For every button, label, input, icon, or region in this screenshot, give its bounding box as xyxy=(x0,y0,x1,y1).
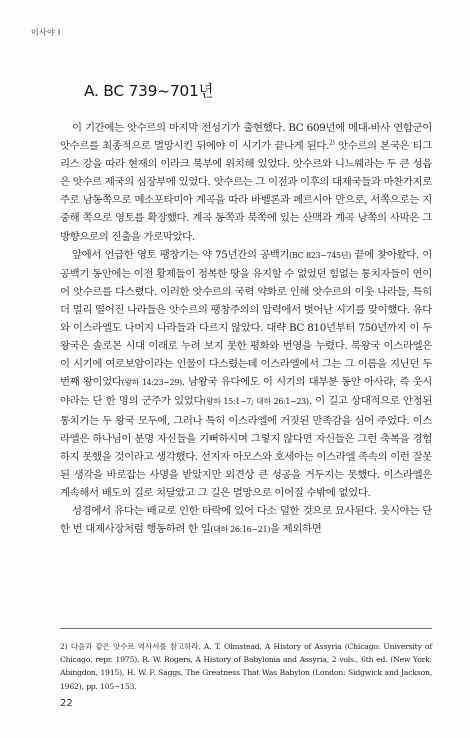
paragraph xyxy=(60,502,432,539)
page-number: 22 xyxy=(60,698,73,709)
footnote-ref: 2) xyxy=(329,139,335,147)
running-head: 이사야 I xyxy=(31,28,61,37)
text-run: 끝에 찾아왔다. 이 공백기 동안에는 이전 황제들이 정복한 땅을 유지할 수 없었던 힘없는 통치자들이 연이어 앗수르를 다스렸다. 이러한 앗수르의 국력 약화로 인해 앗수르의 이웃 나라들, 특히 더 멀리 떨어진 나라들은 앗수르의 팽창주의의 압력에서 벗어난 시기를 맞이했다. 유다와 이스라엘도 나머지 나라들과 다르지 않았다. 대략 BC 810년부터 750년까지 이 두 왕국은 솔로몬 시대 이래로 누려 보지 못한 평화와 번영을 누렸다. 북왕국 이스라엘은 이 시기에 여로보암이라는 인물이 다스렸는데 이스라엘에서 그는 그 이름을 지닌던 두 번째 왕이었다 xyxy=(60,248,432,389)
citation: (대하 26:16~21) xyxy=(210,525,271,535)
text-run: 을 제외하면 xyxy=(270,523,322,536)
body-text xyxy=(60,119,432,539)
citation: (왕하 14:23~29) xyxy=(121,378,182,388)
citation: (BC 823~745년) xyxy=(289,250,351,260)
paragraph xyxy=(60,119,432,246)
footnote: 2) 다음과 같은 앗수르 역사서를 참고하라. A. T. Olmstead, A History of Assyria (Chicago: University of Chicago, repr. 1975), R. W. Rogers, A History of Babylonia and Assyria, 2 vols., 6th ed. (New York: Abingdon, 1915), H. W. F. Saggs, The Greatness That Was Babylon (London: Sidgwick and Jackson, 1962), pp. 105~153. xyxy=(60,642,432,691)
text-run: . 이 길고 상대적으로 안정된 통치기는 두 왕국 모두에, 그러나 특히 이스라엘에 거짓된 만족감을 심어 주었다. 이스라엘은 하나님이 분명 자신들을 기뻐하시며 그렇지 않다면 자신들은 그런 축복을 경험하지 못했을 것이라고 생각했다. 선지자 아모스와 호세아는 이스라엘 족속의 이런 잘못된 생각을 바로잡는 사명을 받았지만 외견상 큰 성공을 거두지는 못했다. 이스라엘은 계속해서 배도의 길로 치달았고 그 길은 멸망으로 이어질 수밖에 없었다. xyxy=(60,395,432,499)
text-run: 앞에서 언급한 영토 팽창기는 약 75년간의 공백기 xyxy=(72,248,290,261)
citation: (왕하 15:1~7; 대하 26:1~23) xyxy=(203,397,309,407)
text-run: 이 기간에는 앗수르의 마지막 전성기가 출현했다. BC 609년에 메대-바사 연합군이 앗수르를 최종적으로 멸망시킨 뒤에야 이 시기가 끝나게 된다. xyxy=(60,122,432,153)
text-run: 성경에서 유다는 배교로 인한 타락에 있어 다소 덜한 것으로 묘사된다. 웃시야는 단 한 번 대제사장처럼 행동하려 한 일 xyxy=(60,504,432,536)
section-title: A. BC 739~701년 xyxy=(84,82,214,100)
paragraph xyxy=(60,246,432,502)
text-run: . 남왕국 유다에도 이 시기의 대부분 동안 아사랴, 즉 웃시야라는 단 한 명의 군주가 있었다 xyxy=(60,376,432,408)
text-run: 앗수르의 본국은 티그리스 강을 따라 현재의 이라크 북부에 위치해 있었다. 앗수르와 니느웨라는 두 큰 성읍은 앗수르 제국의 심장부에 있었다. 앗수르는 그 이전과 이후의 대제국들과 마찬가지로 주로 남동쪽으로 메소포타미아 계곡을 따라 바벨론과 페르시아 만으로, 서쪽으로는 지중해 쪽으로 영토를 확장했다. 계곡 동쪽과 북쪽에 있는 산맥과 계곡 남쪽의 사막은 그 방향으로의 진출을 가로막았다. xyxy=(60,140,432,243)
footnote-divider xyxy=(60,628,432,629)
